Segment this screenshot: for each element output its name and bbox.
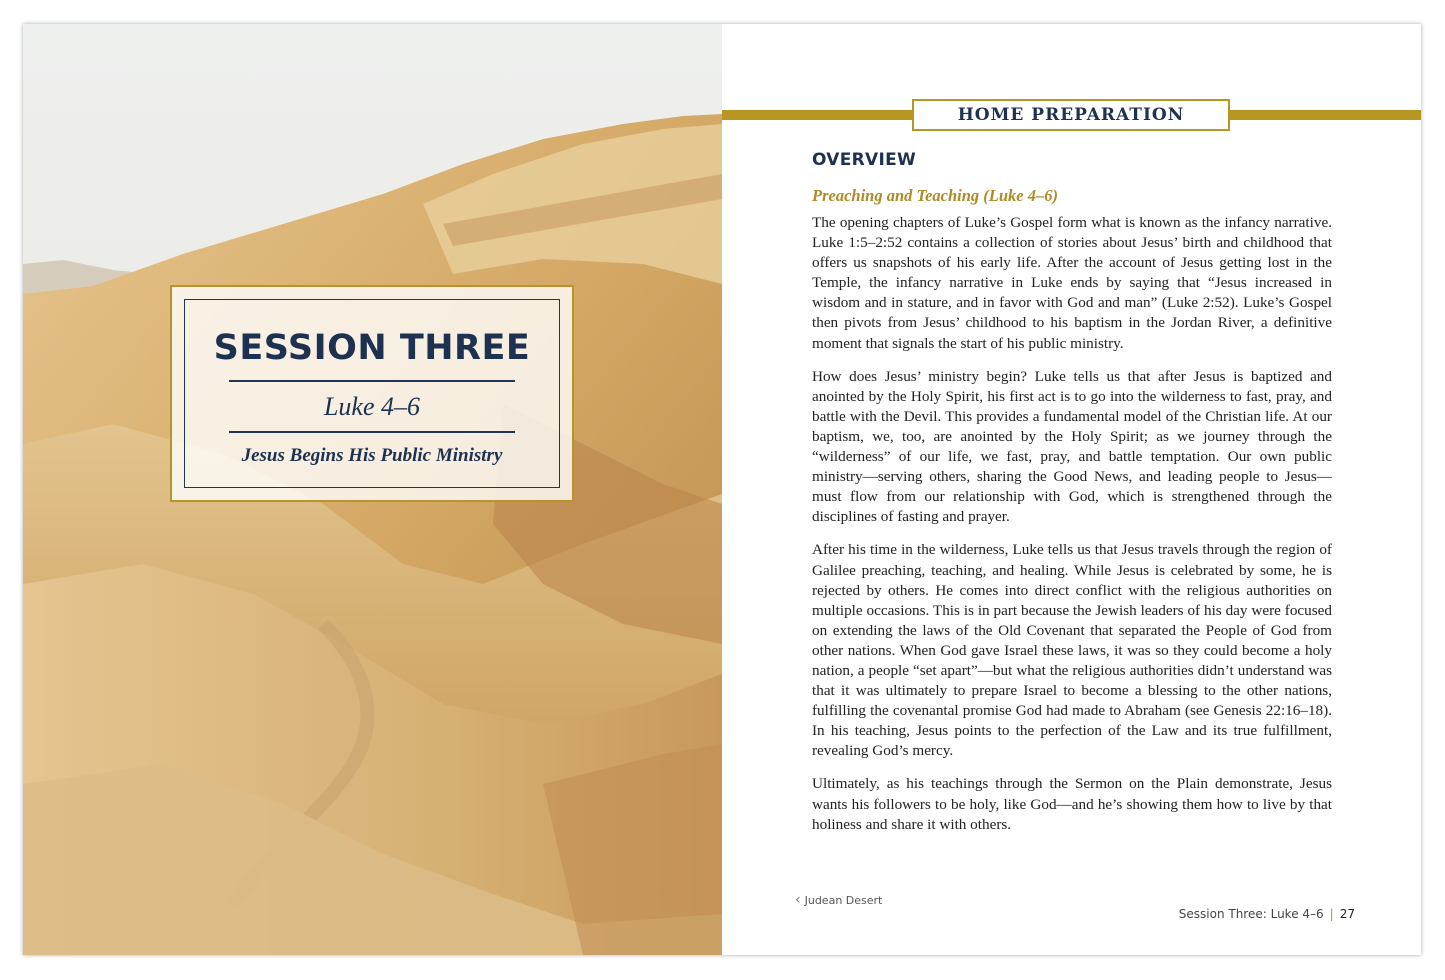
section-label-box <box>912 99 1230 131</box>
chevron-left-icon: ‹ <box>795 892 801 908</box>
paragraph: The opening chapters of Luke’s Gospel form what is known as the infancy narrative. Luke 1:5–2:52 contains a collection of stories about Jesus’ birth and childhood that offers us snapshots of his early life. After the account of Jesus getting lost in the Temple, the infancy narrative in Luke ends by saying that “Jesus increased in wisdom and in stature, and in favor with God and man” (Luke 2:52). Luke’s Gospel then pivots from Jesus’ childhood to his baptism in the Jordan River, a definitive moment that signals the start of his public ministry. <box>812 214 1332 352</box>
book-spread <box>23 24 1421 955</box>
photo-caption-text: Judean Desert <box>804 894 883 907</box>
paragraph: How does Jesus’ ministry begin? Luke tells us that after Jesus is baptized and anointed by the Holy Spirit, his first act is to go into the wilderness to fast, pray, and battle with the Devil. This provides a fundamental model of the Christian life. At our baptism, we, too, are anointed by the Holy Spirit; as we journey through the “wilderness” of our life, we fast, pray, and battle temptation. Our own public ministry—serving others, sharing the Good News, and leading people to Jesus—must flow from our relationship with God, which is strengthened through the disciplines of fasting and prayer. <box>812 367 1332 526</box>
running-head: Session Three: Luke 4–6 <box>1178 907 1324 921</box>
photo-caption <box>795 892 882 908</box>
session-subtitle: Jesus Begins His Public Ministry <box>241 445 503 466</box>
paragraph: Ultimately, as his teachings through the Sermon on the Plain demonstrate, Jesus wants his followers to be holy, like God—and he’s showing them how to live by that holiness and share it with others. <box>812 775 1332 833</box>
page-number: 27 <box>1339 907 1355 921</box>
title-divider <box>229 431 515 433</box>
body-text <box>812 213 1332 848</box>
overview-heading: OVERVIEW <box>812 150 917 170</box>
paragraph: After his time in the wilderness, Luke tells us that Jesus travels through the region of Galilee preaching, teaching, and healing. While Jesus is celebrated by some, he is rejected by others. He comes into direct conflict with the religious authorities on multiple occasions. This is in part because the Jewish leaders of his day were focused on extending the laws of the Old Covenant that separated the People of God from other nations. When God gave Israel these laws, it was so they could become a holy nation, a people “set apart”—but what the religious authorities didn’t understand was that it was ultimately to prepare Israel to become a blessing to the other nations, fulfilling the covenantal promise God had made to Abraham (see Genesis 22:16–18). In his teaching, Jesus points to the perfection of the Law and its true fulfillment, revealing God’s mercy. <box>812 541 1332 760</box>
scripture-reference: Luke 4–6 <box>323 392 421 421</box>
section-label: HOME PREPARATION <box>957 105 1185 125</box>
footer-separator: | <box>1329 907 1334 921</box>
subheading: Preaching and Teaching (Luke 4–6) <box>812 186 1058 205</box>
desert-photo <box>23 24 722 955</box>
session-title: SESSION THREE <box>213 328 531 368</box>
title-divider <box>229 380 515 382</box>
text-page <box>722 24 1421 955</box>
session-title-inner-frame <box>184 299 560 488</box>
page-footer <box>1179 907 1355 921</box>
session-title-box <box>170 285 574 502</box>
